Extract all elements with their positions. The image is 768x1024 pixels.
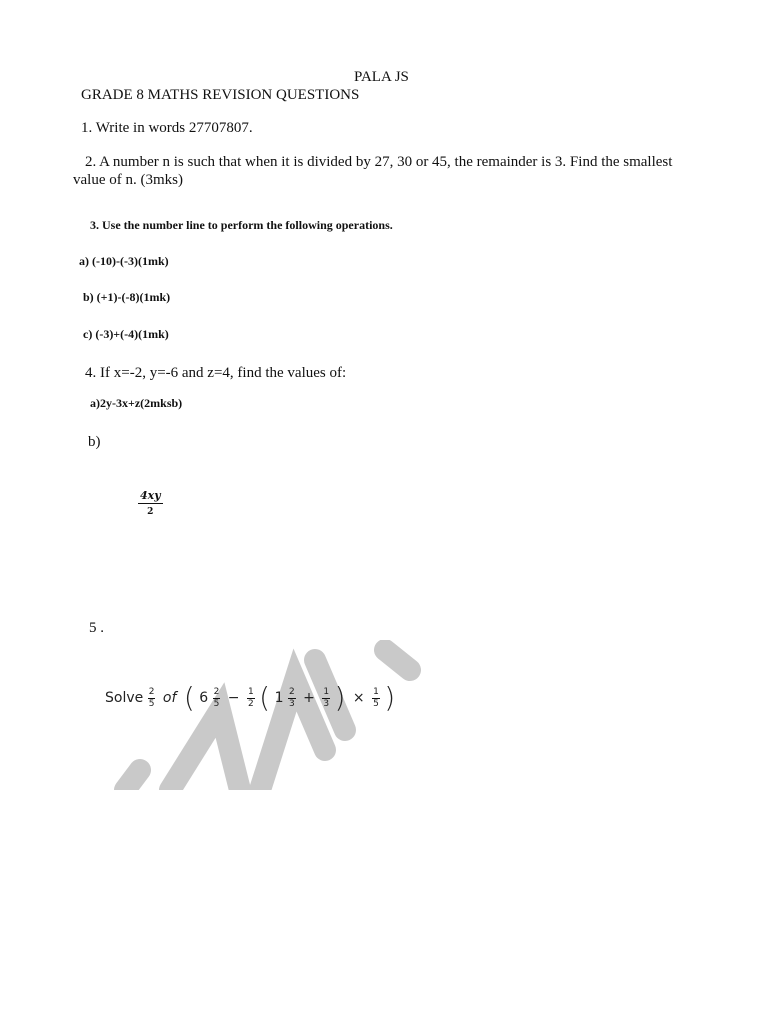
question-1: 1. Write in words 27707807. bbox=[81, 120, 253, 136]
question-4a: a)2y-3x+z(2mksb) bbox=[90, 396, 183, 410]
inner-close-paren-icon: ) bbox=[334, 681, 346, 714]
fraction-two-fifths: $\frac{2}{5}$ bbox=[148, 686, 155, 709]
fraction-two-thirds: $\frac{2}{3}$ bbox=[288, 686, 295, 709]
open-paren-icon: ( bbox=[183, 681, 195, 714]
question-3c: c) (-3)+(-4)(1mk) bbox=[83, 327, 169, 341]
watermark-stroke bbox=[125, 770, 140, 790]
question-4: 4. If x=-2, y=-6 and z=4, find the values of: bbox=[85, 365, 347, 381]
of-label: of bbox=[162, 690, 177, 706]
school-name: PALA JS bbox=[354, 69, 409, 85]
question-3b: b) (+1)-(-8)(1mk) bbox=[83, 290, 171, 304]
question-5: 5 . bbox=[89, 620, 104, 636]
question-5-expression bbox=[105, 681, 396, 714]
fraction-two-fifths-mixed: $\frac{2}{5}$ bbox=[213, 686, 220, 709]
question-3: 3. Use the number line to perform the following operations. bbox=[90, 218, 393, 232]
whole-number-6: 6 bbox=[199, 690, 209, 706]
watermark-stroke bbox=[170, 710, 240, 790]
watermark-stroke bbox=[385, 650, 410, 670]
inner-open-paren-icon: ( bbox=[259, 681, 271, 714]
close-paren-icon: ) bbox=[384, 681, 396, 714]
minus-sign: − bbox=[227, 690, 240, 706]
fraction-one-third: $\frac{1}{3}$ bbox=[323, 686, 330, 709]
fraction-4xy-over-2 bbox=[138, 490, 163, 517]
times-sign: × bbox=[352, 690, 365, 706]
fraction-numerator: 4xy bbox=[140, 489, 161, 502]
fraction-denominator: 2 bbox=[147, 507, 154, 517]
question-2: 2. A number n is such that when it is divided by 27, 30 or 45, the remainder is 3. Find the smallest value of n. (3mks) bbox=[73, 154, 673, 188]
whole-number-1: 1 bbox=[274, 690, 284, 706]
fraction-one-half: $\frac{1}{2}$ bbox=[247, 686, 254, 709]
plus-sign: + bbox=[303, 690, 315, 706]
fraction-one-fifth: $\frac{1}{5}$ bbox=[373, 686, 379, 709]
watermark bbox=[110, 640, 430, 790]
page-title: GRADE 8 MATHS REVISION QUESTIONS bbox=[81, 87, 360, 103]
question-4b: b) bbox=[88, 434, 101, 450]
solve-label: Solve bbox=[105, 690, 144, 706]
question-3a: a) (-10)-(-3)(1mk) bbox=[79, 254, 169, 268]
